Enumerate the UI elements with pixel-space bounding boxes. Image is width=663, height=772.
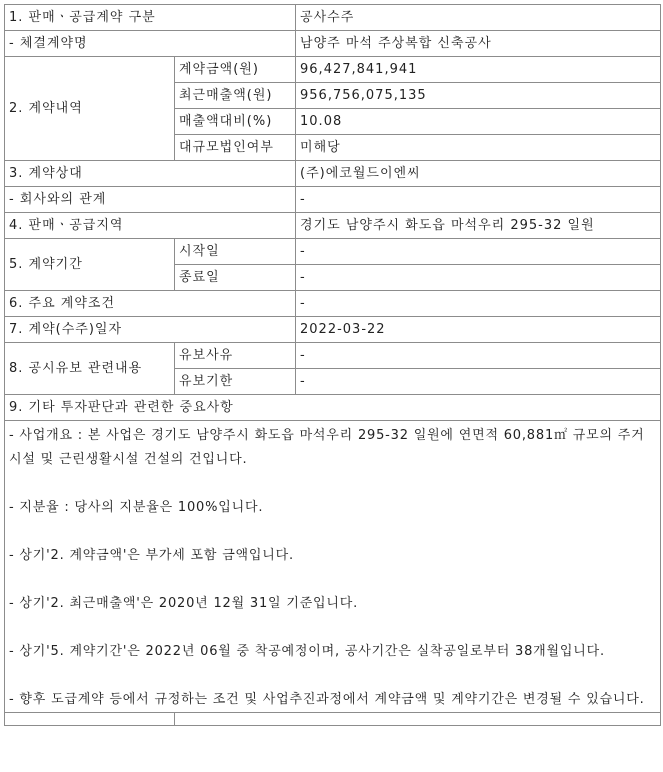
- row-period-start: [5, 239, 661, 265]
- label-relationship: - 회사와의 관계: [5, 187, 296, 213]
- value-contract-name: 남양주 마석 주상복합 신축공사: [296, 31, 661, 57]
- value-revenue-ratio: 10.08: [296, 109, 661, 135]
- label-large-corp: 대규모법인여부: [175, 135, 296, 161]
- disclosure-document: [4, 4, 660, 726]
- row-contract-date: [5, 317, 661, 343]
- label-contract-type: 1. 판매ㆍ공급계약 구분: [5, 5, 296, 31]
- note-possible-changes: - 향후 도급계약 등에서 규정하는 조건 및 사업추진과정에서 계약금액 및 계약기간은 변경될 수 있습니다.: [9, 692, 645, 707]
- row-other-matters: [5, 395, 661, 421]
- row-relationship: [5, 187, 661, 213]
- note-contract-amount: - 상기'2. 계약금액'은 부가세 포함 금액입니다.: [9, 548, 294, 563]
- label-contract-date: 7. 계약(수주)일자: [5, 317, 296, 343]
- label-other-matters: 9. 기타 투자판단과 관련한 중요사항: [5, 395, 661, 421]
- row-deferral-reason: [5, 343, 661, 369]
- label-counterparty: 3. 계약상대: [5, 161, 296, 187]
- row-notes: [5, 421, 661, 713]
- contract-disclosure-table: [4, 4, 661, 726]
- row-supply-region: [5, 213, 661, 239]
- row-main-terms: [5, 291, 661, 317]
- label-contract-details: 2. 계약내역: [5, 57, 175, 161]
- label-contract-period: 5. 계약기간: [5, 239, 175, 291]
- value-end-date: -: [296, 265, 661, 291]
- label-supply-region: 4. 판매ㆍ공급지역: [5, 213, 296, 239]
- label-disclosure-deferral: 8. 공시유보 관련내용: [5, 343, 175, 395]
- trailing-cell-right: [175, 713, 661, 726]
- row-counterparty: [5, 161, 661, 187]
- row-contract-name: [5, 31, 661, 57]
- value-contract-type: 공사수주: [296, 5, 661, 31]
- trailing-cell-left: [5, 713, 175, 726]
- row-trailing: [5, 713, 661, 726]
- value-main-terms: -: [296, 291, 661, 317]
- label-revenue-ratio: 매출액대비(%): [175, 109, 296, 135]
- value-supply-region: 경기도 남양주시 화도읍 마석우리 295-32 일원: [296, 213, 661, 239]
- label-deferral-reason: 유보사유: [175, 343, 296, 369]
- value-counterparty: (주)에코월드이엔씨: [296, 161, 661, 187]
- label-start-date: 시작일: [175, 239, 296, 265]
- value-deferral-deadline: -: [296, 369, 661, 395]
- label-deferral-deadline: 유보기한: [175, 369, 296, 395]
- note-equity-ratio: - 지분율 : 당사의 지분율은 100%입니다.: [9, 500, 264, 515]
- value-recent-revenue: 956,756,075,135: [296, 83, 661, 109]
- label-contract-amount: 계약금액(원): [175, 57, 296, 83]
- label-end-date: 종료일: [175, 265, 296, 291]
- note-recent-revenue: - 상기'2. 최근매출액'은 2020년 12월 31일 기준입니다.: [9, 596, 359, 611]
- value-contract-date: 2022-03-22: [296, 317, 661, 343]
- label-contract-name: - 체결계약명: [5, 31, 296, 57]
- label-recent-revenue: 최근매출액(원): [175, 83, 296, 109]
- value-deferral-reason: -: [296, 343, 661, 369]
- note-project-overview: - 사업개요 : 본 사업은 경기도 남양주시 화도읍 마석우리 295-32 일원에 연면적 60,881㎡ 규모의 주거시설 및 근린생활시설 건설의 건입니다.: [9, 428, 645, 467]
- value-relationship: -: [296, 187, 661, 213]
- label-main-terms: 6. 주요 계약조건: [5, 291, 296, 317]
- note-contract-period: - 상기'5. 계약기간'은 2022년 06월 중 착공예정이며, 공사기간은 실착공일로부터 38개월입니다.: [9, 644, 605, 659]
- row-contract-type: [5, 5, 661, 31]
- value-contract-amount: 96,427,841,941: [296, 57, 661, 83]
- notes-cell: [5, 421, 661, 713]
- row-contract-amount: [5, 57, 661, 83]
- value-large-corp: 미해당: [296, 135, 661, 161]
- value-start-date: -: [296, 239, 661, 265]
